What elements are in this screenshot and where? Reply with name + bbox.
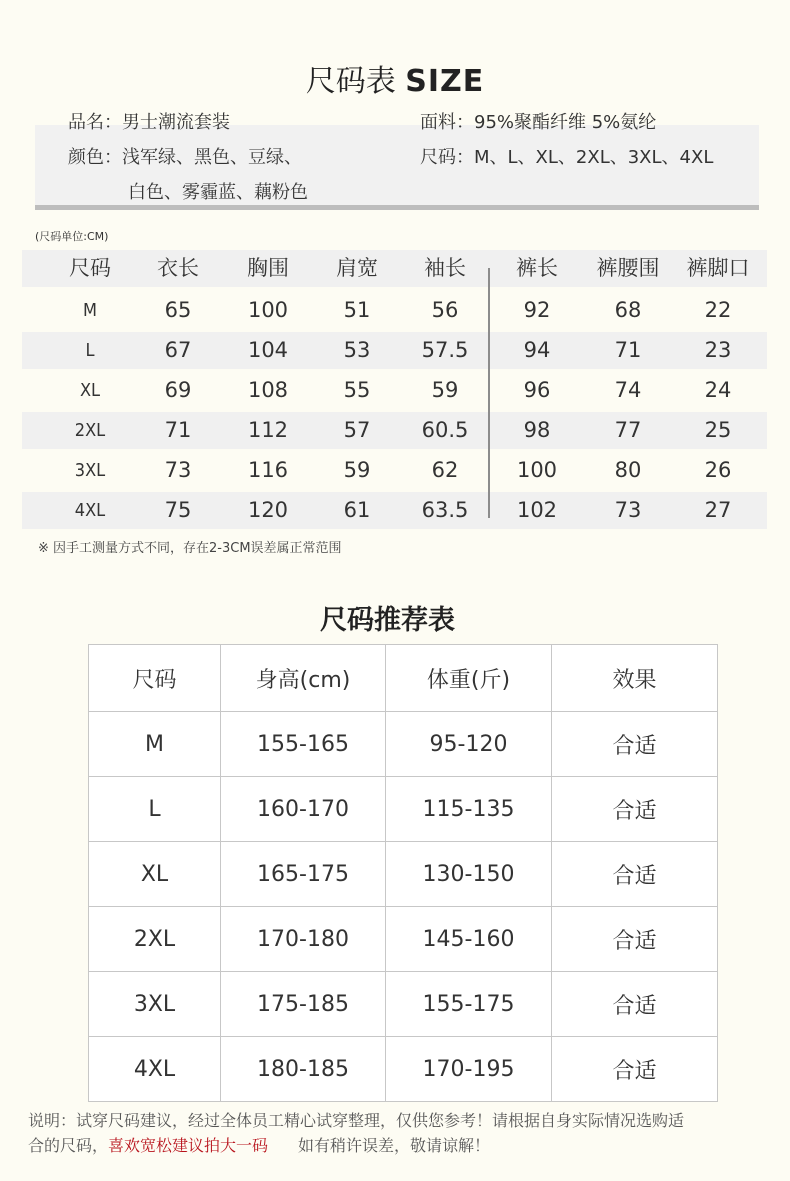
rec-table-header-cell: 身高(cm) (221, 645, 386, 712)
size-table-cell: 65 (164, 298, 192, 322)
rec-table-row (89, 972, 718, 1037)
size-table-cell: 92 (523, 298, 551, 322)
rec-table-cell: 165-175 (221, 842, 386, 907)
size-table-row (22, 492, 767, 529)
bottom-note-start: 合的尺码， (28, 1136, 109, 1155)
size-table-cell: 108 (247, 378, 289, 402)
table-divider (488, 268, 490, 518)
size-table-row (22, 412, 767, 449)
rec-table-cell: 合适 (552, 712, 718, 777)
size-table-cell: 59 (343, 458, 371, 482)
rec-table-cell: 合适 (552, 777, 718, 842)
recommendation-title: 尺码推荐表 (320, 605, 455, 636)
rec-table-cell: 170-195 (386, 1037, 552, 1102)
size-table-cell: 55 (343, 378, 371, 402)
rec-table-cell: 175-185 (221, 972, 386, 1037)
size-table-cell: 4XL (74, 500, 106, 521)
rec-table-header-cell: 尺码 (89, 645, 221, 712)
bottom-note-line1: 说明：试穿尺码建议，经过全体员工精心试穿整理，仅供您参考！请根据自身实际情况选购适 (28, 1111, 685, 1130)
size-table-cell: 61 (343, 498, 371, 522)
rec-table-header (89, 645, 718, 712)
rec-table-cell: 4XL (89, 1037, 221, 1102)
rec-table-cell: M (89, 712, 221, 777)
size-table-cell: 62 (431, 458, 459, 482)
title-size: SIZE (405, 64, 485, 99)
size-table-cell: 77 (614, 418, 642, 442)
size-table-header-cell: 袖长 (424, 256, 466, 280)
size-table-header (22, 250, 767, 287)
size-table-cell: 94 (523, 338, 551, 362)
rec-table-cell: L (89, 777, 221, 842)
size-table-cell: 73 (614, 498, 642, 522)
size-table-row (22, 372, 767, 409)
size-table-cell: 27 (704, 498, 732, 522)
size-table-cell: 100 (516, 458, 558, 482)
size-table-cell: 116 (247, 458, 289, 482)
rec-table-cell: 155-175 (386, 972, 552, 1037)
fabric-info: 面料：95%聚酯纤维 5%氨纶 (420, 112, 657, 133)
size-table-cell: 3XL (74, 460, 106, 481)
size-table-cell: 63.5 (421, 498, 469, 522)
size-table-header-cell: 裤脚口 (686, 256, 750, 280)
size-table-header-cell: 尺码 (69, 256, 111, 280)
rec-table-header-cell: 体重(斤) (386, 645, 552, 712)
size-table-row (22, 332, 767, 369)
size-table-cell: 80 (614, 458, 642, 482)
size-table-cell: 60.5 (421, 418, 469, 442)
color-info-line1: 颜色：浅军绿、黑色、豆绿、 (68, 147, 302, 168)
info-panel-underline (35, 205, 759, 210)
size-table-cell: M (83, 300, 97, 321)
size-table-cell: 75 (164, 498, 192, 522)
unit-note: (尺码单位:CM) (35, 230, 109, 243)
size-table-cell: 67 (164, 338, 192, 362)
size-table-header-cell: 胸围 (247, 256, 289, 280)
color-info-line2: 白色、雾霾蓝、藕粉色 (128, 182, 308, 203)
size-table-cell: 98 (523, 418, 551, 442)
size-table-cell: 56 (431, 298, 459, 322)
size-table-cell: 26 (704, 458, 732, 482)
size-table-cell: 57.5 (421, 338, 469, 362)
rec-table-header-cell: 效果 (552, 645, 718, 712)
size-table-row (22, 292, 767, 329)
size-table-cell: 71 (164, 418, 192, 442)
rec-table-cell: 2XL (89, 907, 221, 972)
size-table-cell: 112 (247, 418, 289, 442)
size-table-header-cell: 裤腰围 (596, 256, 660, 280)
size-table-cell: 25 (704, 418, 732, 442)
size-table-cell: 53 (343, 338, 371, 362)
size-table-cell: 22 (704, 298, 732, 322)
size-table-cell: 59 (431, 378, 459, 402)
recommendation-table (88, 644, 718, 1102)
size-table-header-cell: 肩宽 (336, 256, 378, 280)
size-table-cell: 73 (164, 458, 192, 482)
size-table-cell: L (85, 340, 95, 361)
size-table-cell: 24 (704, 378, 732, 402)
size-table-cell: 120 (247, 498, 289, 522)
rec-table-cell: XL (89, 842, 221, 907)
rec-table-cell: 115-135 (386, 777, 552, 842)
rec-table-cell: 170-180 (221, 907, 386, 972)
size-list: 尺码：M、L、XL、2XL、3XL、4XL (420, 147, 714, 168)
rec-table-cell: 95-120 (386, 712, 552, 777)
size-table-cell: 69 (164, 378, 192, 402)
size-table-cell: 74 (614, 378, 642, 402)
rec-table-row (89, 777, 718, 842)
rec-table-cell: 合适 (552, 842, 718, 907)
size-table-cell: 2XL (74, 420, 106, 441)
size-table-cell: 100 (247, 298, 289, 322)
rec-table-cell: 合适 (552, 907, 718, 972)
bottom-note-line2 (28, 1133, 490, 1156)
page-title (0, 56, 790, 100)
rec-table-cell: 155-165 (221, 712, 386, 777)
rec-table-row (89, 907, 718, 972)
bottom-note-end: 如有稍许误差，敬请谅解！ (298, 1136, 491, 1155)
product-name: 品名：男士潮流套装 (68, 112, 230, 133)
rec-table-cell: 合适 (552, 1037, 718, 1102)
rec-table-cell: 160-170 (221, 777, 386, 842)
size-table-cell: 104 (247, 338, 289, 362)
rec-table-cell: 3XL (89, 972, 221, 1037)
bottom-note-highlight: 喜欢宽松建议拍大一码 (108, 1136, 269, 1155)
size-table-cell: 102 (516, 498, 558, 522)
size-table-cell: 71 (614, 338, 642, 362)
title-main: 尺码表 (305, 64, 396, 99)
size-table-header-cell: 衣长 (157, 256, 199, 280)
measurement-note: ※ 因手工测量方式不同，存在2-3CM误差属正常范围 (38, 541, 342, 556)
rec-table-cell: 180-185 (221, 1037, 386, 1102)
size-table-cell: 51 (343, 298, 371, 322)
rec-table-row (89, 842, 718, 907)
size-table-cell: 96 (523, 378, 551, 402)
rec-table-cell: 145-160 (386, 907, 552, 972)
rec-table-row (89, 1037, 718, 1102)
rec-table-cell: 130-150 (386, 842, 552, 907)
size-table-header-cell: 裤长 (516, 256, 558, 280)
size-table-cell: 23 (704, 338, 732, 362)
size-table-cell: 57 (343, 418, 371, 442)
rec-table-row (89, 712, 718, 777)
rec-table-cell: 合适 (552, 972, 718, 1037)
size-table-cell: XL (79, 380, 101, 401)
size-table-row (22, 452, 767, 489)
size-table-cell: 68 (614, 298, 642, 322)
